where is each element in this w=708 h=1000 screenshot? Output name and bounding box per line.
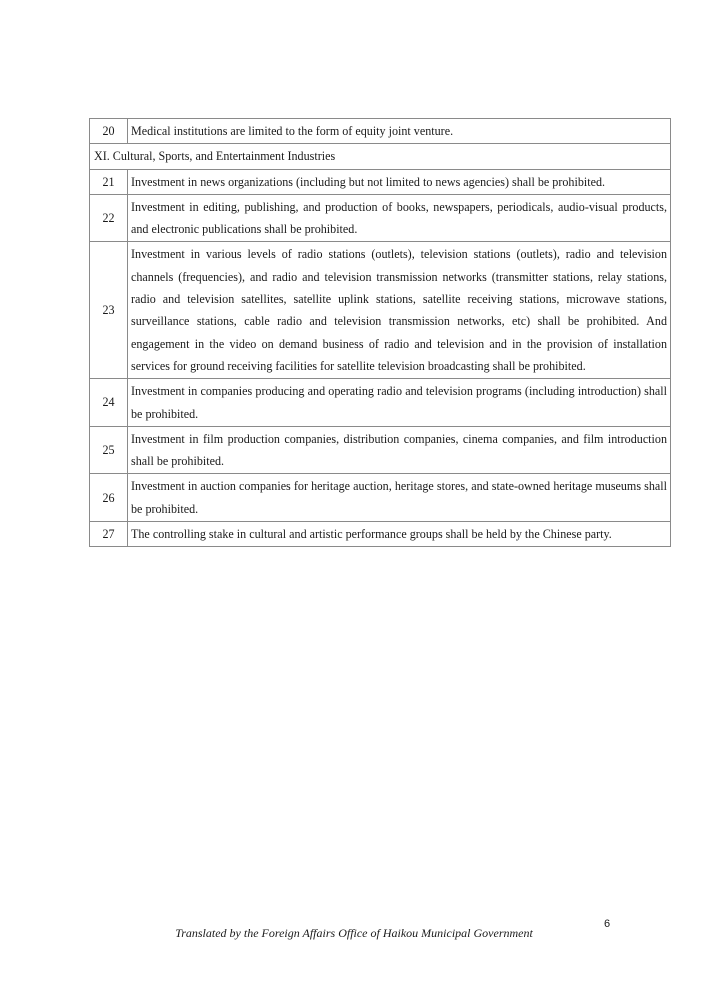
table-row [90,522,671,547]
row-number: 23 [90,242,128,379]
restrictions-table [89,118,671,547]
row-text: The controlling stake in cultural and artistic performance groups shall be held by the Chinese party. [128,522,671,547]
row-number: 20 [90,119,128,144]
row-text: Investment in auction companies for heritage auction, heritage stores, and state-owned heritage museums shall be prohibited. [128,474,671,522]
row-text: Investment in companies producing and operating radio and television programs (including introduction) shall be prohibited. [128,379,671,427]
section-heading: XI. Cultural, Sports, and Entertainment Industries [90,144,671,169]
row-number: 27 [90,522,128,547]
table-row [90,194,671,242]
table-row [90,242,671,379]
row-number: 26 [90,474,128,522]
row-number: 25 [90,426,128,474]
table-row [90,426,671,474]
row-number: 22 [90,194,128,242]
table-row [90,169,671,194]
table-row [90,474,671,522]
row-text: Medical institutions are limited to the form of equity joint venture. [128,119,671,144]
row-number: 21 [90,169,128,194]
row-text: Investment in editing, publishing, and production of books, newspapers, periodicals, audio-visual products, and electronic publications shall be prohibited. [128,194,671,242]
row-number: 24 [90,379,128,427]
row-text: Investment in film production companies, distribution companies, cinema companies, and film introduction shall be prohibited. [128,426,671,474]
row-text: Investment in news organizations (including but not limited to news agencies) shall be prohibited. [128,169,671,194]
row-text: Investment in various levels of radio stations (outlets), television stations (outlets), radio and television channels (frequencies), and radio and television transmission networks (transmitter stations, relay stations, radio and television satellites, satellite uplink stations, satellite receiving stations, microwave stations, surveillance stations, cable radio and television transmission networks, etc) shall be prohibited. And engagement in the video on demand business of radio and television and in the provision of installation services for ground receiving facilities for satellite television broadcasting shall be prohibited. [128,242,671,379]
page-number: 6 [604,918,611,930]
table-row [90,379,671,427]
table-row [90,119,671,144]
translator-note: Translated by the Foreign Affairs Office of Haikou Municipal Government [175,926,533,940]
section-heading-row [90,144,671,169]
